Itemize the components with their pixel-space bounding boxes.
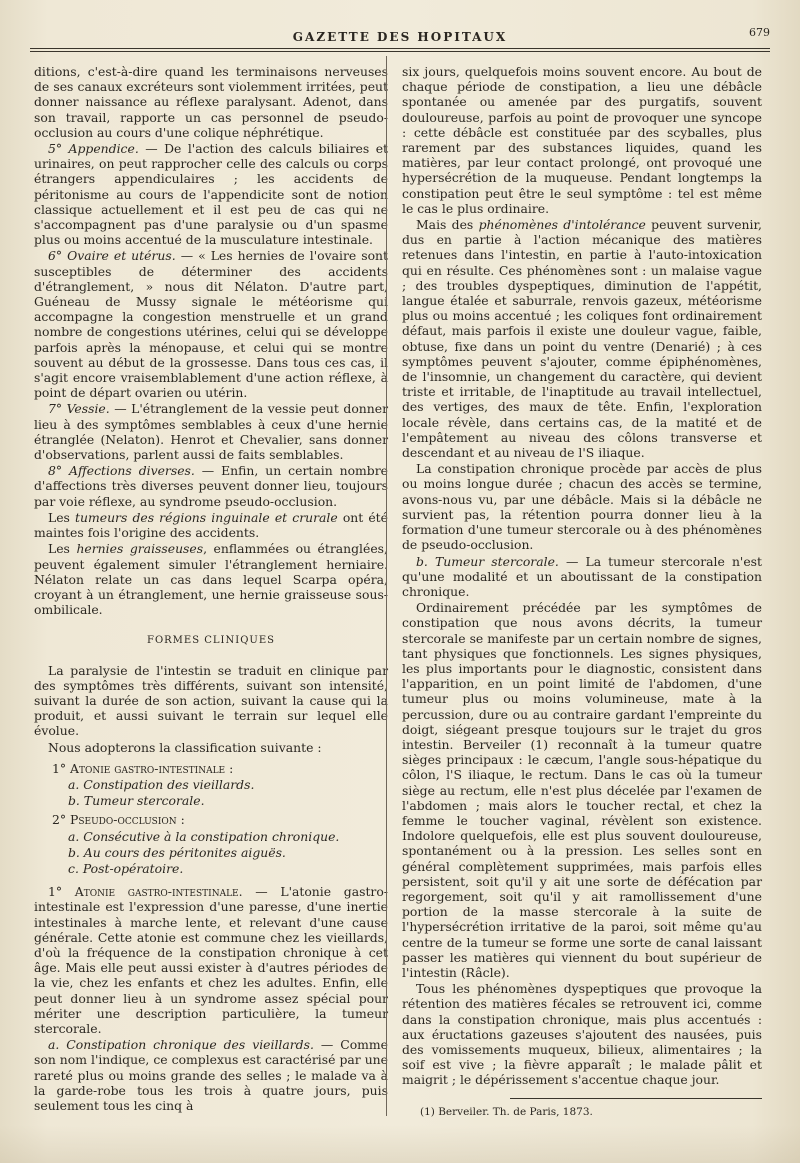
paragraph	[34, 141, 388, 247]
paragraph	[34, 541, 388, 617]
paragraph	[402, 217, 762, 460]
paragraph-label: 5° Appendice.	[48, 141, 139, 157]
footnote-rule	[510, 1098, 762, 1099]
paragraph-label: phénomènes d'intolérance	[478, 217, 646, 233]
paragraph-text: Les	[48, 541, 77, 557]
classification-subitem-text: c. Post-opératoire.	[68, 860, 184, 876]
classification-subitem-text: a. Constipation des vieillards.	[68, 776, 255, 792]
paragraph-text: , enflammées ou étranglées, peuvent également simuler l'étranglement herniaire. Nélaton relate un cas dans lequel Scarpa opéra, croyant à un étranglement, une hernie graisseuse sous-ombilicale.	[34, 541, 388, 618]
paragraph-text: — L'atonie gastro-intestinale est l'expression d'une paresse, d'une inertie intestinales à marche lente, et relevant d'une cause générale. Cette atonie est commune chez les vieillards, d'où la fréquence de la constipation chronique à cet âge. Mais elle peut aussi exister à d'autres périodes de la vie, chez les enfants et chez les adultes. Enfin, elle peut donner lieu à un syndrome assez spécial pour mériter une description particulière, la tumeur stercorale.	[34, 884, 388, 1036]
column-divider	[386, 56, 387, 1116]
paragraph-text: ont été maintes fois l'origine des accidents.	[34, 509, 388, 541]
paragraph-text: — L'étranglement de la vessie peut donner lieu à des symptômes semblables à ceux d'une hernie étranglée (Nelaton). Henrot et Chevalier, sans donner d'observations, parlent aussi de faits semblables.	[34, 401, 388, 463]
paragraph	[34, 1037, 388, 1113]
paragraph: La constipation chronique procède par accès de plus ou moins longue durée ; chacun des accès se termine, avons-nous vu, par une débâcle. Mais si la débâcle ne survient pas, la rétention pourra donner lieu à la formation d'une tumeur stercorale ou à des phénomènes de pseudo-occlusion.	[402, 461, 762, 553]
paragraph-label: 7° Vessie.	[48, 401, 110, 417]
right-column	[402, 64, 762, 1121]
paragraph	[34, 401, 388, 462]
left-column	[34, 64, 388, 1114]
paragraph-label: 8° Affections diverses.	[48, 463, 195, 479]
paragraph	[34, 884, 388, 1036]
paragraph-text: — La tumeur stercorale n'est qu'une modalité et un aboutissant de la constipation chronique.	[402, 553, 762, 599]
paragraph-text: peuvent survenir, dus en partie à l'action mécanique des matières retenues dans l'intestin, en partie à l'auto-intoxication qui en résulte. Ces phénomènes sont : un malaise vague ; des troubles dyspeptiques, diminution de l'appétit, langue étalée et saburrale, renvois gazeux, météorisme plus ou moins accentué ; les coliques font ordinairement défaut, mais parfois il existe une douleur vague, faible, obtuse, fixe dans un point du ventre (Denarié) ; à ces symptômes peuvent s'ajouter, comme épiphénomènes, de l'insomnie, un changement du caractère, qui devient triste et irritable, de l'inaptitude au travail intellectuel, des vertiges, des maux de tête. Enfin, l'exploration locale révèle, dans certains cas, de la matité et de l'empâtement au niveau des côlons transverse et descendant et au niveau de l'S iliaque.	[402, 217, 762, 461]
paragraph-text: — De l'action des calculs biliaires et urinaires, on peut rapprocher celle des calculs ou corps étrangers appendiculaires ; les accidents de péritonisme au cours de l'appendicite sont de notion classique actuellement et il est peu de cas qui ne s'accompagnent pas d'une paralysie ou d'un spasme plus ou moins accentué de la musculature intestinale.	[34, 141, 389, 248]
page-number: 679	[749, 26, 770, 39]
page-bottom-edge	[0, 1125, 800, 1163]
page-header	[30, 26, 770, 50]
header-rule	[30, 48, 770, 52]
paragraph	[402, 554, 762, 600]
classification-subitem-text: b. Tumeur stercorale.	[68, 793, 205, 809]
paragraph	[34, 463, 388, 509]
classification-item: 1° Atonie gastro-intestinale :	[52, 760, 234, 776]
paragraph: Ordinairement précédée par les symptômes de constipation que nous avons décrits, la tumeur stercorale se manifeste par un certain nombre de signes, tant physiques que fonctionnels. Les signes physiques, les plus importants pour le diagnostic, consistent dans l'apparition, en un point limité de l'abdomen, d'une tumeur plus ou moins volumineuse, mate à la percussion, dure ou au contraire gardant l'empreinte du doigt, siégeant presque toujours sur le trajet du gros intestin. Berveiler (1) reconnaît à la tumeur quatre sièges principaux : le cæcum, l'angle sous-hépatique du côlon, l'S iliaque, le rectum. Dans le cas où la tumeur siège au rectum, elle n'est plus décelée par l'examen de l'abdomen ; mais alors le toucher rectal, et chez la femme le toucher vaginal, révèlent son existence. Indolore quelquefois, elle est plus souvent douloureuse, spontanément ou à la pression. Les selles sont en général complètement supprimées, mais parfois elles persistent, soit qu'il y ait une sorte de défécation par regorgement, soit qu'il y ait ramollissement d'une portion de la masse stercorale à la suite de l'hypersécrétion irritative de la paroi, soit même qu'au centre de la tumeur se forme une sorte de canal laissant passer les matières qui viennent du bout supérieur de l'intestin (Râcle).	[402, 600, 762, 980]
paragraph-text: Les	[48, 509, 76, 525]
paragraph-label: tumeurs des régions inguinale et crurale	[75, 509, 338, 525]
classification-subitem	[34, 861, 388, 876]
paragraph	[34, 510, 388, 540]
classification-subitem	[34, 845, 388, 860]
paragraph: Tous les phénomènes dyspeptiques que provoque la rétention des matières fécales se retrouvent ici, comme dans la constipation chronique, mais plus accentués : aux éructations gazeuses s'ajoutent des nausées, puis des vomissements muqueux, bilieux, alimentaires ; la soif est vive ; la fièvre apparaît ; le malade pâlit et maigrit ; le dépérissement s'accentue chaque jour.	[402, 981, 762, 1088]
paragraph-text: — « Les hernies de l'ovaire sont susceptibles de déterminer des accidents d'étranglement, » nous dit Nélaton. D'autre part, Guéneau de Mussy signale le météorisme qui accompagne la congestion menstruelle et un grand nombre de congestions utérines, celui qui se développe parfois après la ménopause, et celui qui se montre souvent au début de la grossesse. Dans tous ces cas, il s'agit encore vraisemblablement d'une action réflexe, à point de départ ovarien ou utérin.	[34, 248, 388, 401]
paragraph-text: — Enfin, un certain nombre d'affections très diverses peuvent donner lieu, toujours par voie réflexe, au syndrome pseudo-occlusion.	[34, 463, 388, 509]
classification-subitem	[34, 829, 388, 844]
paragraph-label: 6° Ovaire et utérus.	[48, 248, 176, 264]
classification-item: 2° Pseudo-occlusion :	[52, 812, 185, 828]
paragraph: ditions, c'est-à-dire quand les terminaisons nerveuses de ses canaux excréteurs sont violemment irritées, peut donner naissance au réflexe paralysant. Adenot, dans son travail, rapporte un cas personnel de pseudo-occlusion au cours d'une colique néphrétique.	[34, 64, 388, 140]
paragraph: La paralysie de l'intestin se traduit en clinique par des symptômes très différents, suivant son intensité, suivant la durée de son action, suivant la cause qui la produit, et aussi suivant le terrain sur lequel elle évolue.	[34, 662, 388, 739]
paragraph: six jours, quelquefois moins souvent encore. Au bout de chaque période de constipation, a lieu une débâcle spontanée ou amenée par des purgatifs, souvent douloureuse, parfois au point de provoquer une syncope : cette débâcle est constituée par des scyballes, plus rarement par des substances liquides, quand les matières, par leur contact prolongé, ont provoqué une hypersécrétion de la muqueuse. Pendant longtemps la constipation peut être le seul symptôme : tel est même le cas le plus ordinaire.	[402, 64, 762, 216]
section-heading: FORMES CLINIQUES	[147, 635, 275, 647]
paragraph	[34, 248, 388, 400]
classification-subitem	[34, 793, 388, 808]
paragraph-text: Mais des	[416, 217, 479, 233]
paragraph-label: a. Constipation chronique des vieillards.	[48, 1037, 314, 1053]
classification-subitem	[34, 777, 388, 792]
classification-subitem-text: b. Au cours des péritonites aiguës.	[68, 844, 286, 860]
paragraph-label: 1° Atonie gastro-intestinale.	[48, 884, 243, 900]
footnote: (1) Berveiler. Th. de Paris, 1873.	[420, 1105, 593, 1118]
paragraph-text: — Comme son nom l'indique, ce complexus est caractérisé par une rareté plus ou moins grande des selles ; le malade va à la garde-robe tous les trois à quatre jours, puis seulement tous les cinq à	[34, 1037, 388, 1113]
paragraph: Nous adopterons la classification suivante :	[48, 739, 322, 755]
classification-subitem-text: a. Consécutive à la constipation chronique.	[68, 828, 340, 844]
paragraph-label: hernies graisseuses	[76, 541, 204, 557]
paragraph-label: b. Tumeur stercorale.	[416, 553, 559, 569]
journal-title: GAZETTE DES HOPITAUX	[292, 30, 508, 44]
